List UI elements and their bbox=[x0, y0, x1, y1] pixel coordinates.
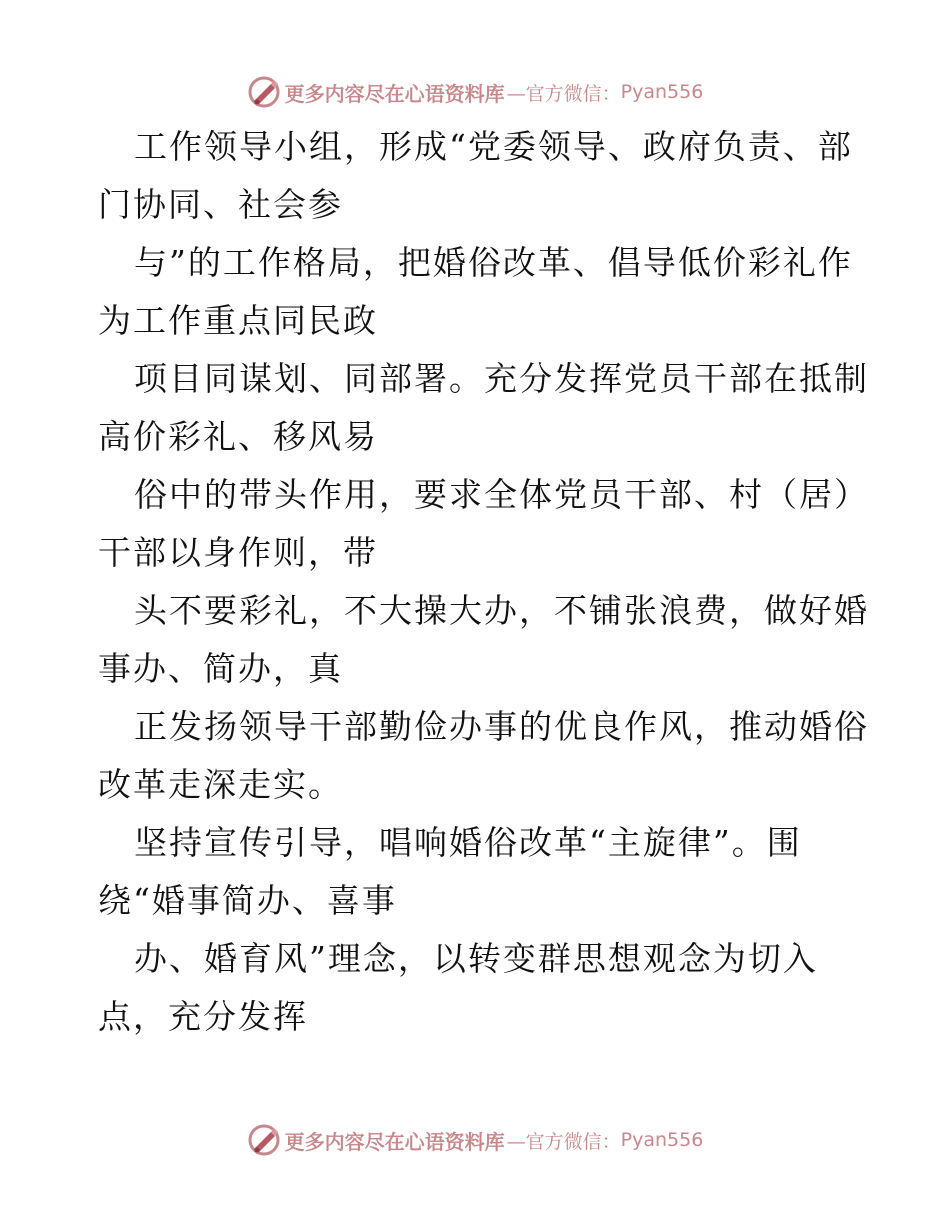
text-line: 干部以身作则，带 bbox=[98, 533, 378, 572]
text-line: 俗中的带头作用，要求全体党员干部、村（居） bbox=[134, 475, 869, 514]
text-line: 正发扬领导干部勤俭办事的优良作风，推动婚俗 bbox=[134, 707, 869, 746]
text-line: 点，充分发挥 bbox=[98, 997, 308, 1036]
text-line: 项目同谋划、同部署。充分发挥党员干部在抵制 bbox=[134, 359, 869, 398]
watermark-text: 更多内容尽在心语资料库 bbox=[284, 81, 505, 106]
watermark-id: Pyan556 bbox=[620, 1129, 704, 1151]
watermark-suffix: —官方微信： bbox=[506, 1130, 621, 1153]
text-line: 办、婚育风”理念，以转变群思想观念为切入 bbox=[134, 939, 818, 978]
watermark-suffix: —官方微信： bbox=[506, 82, 621, 105]
text-line: 绕“婚事简办、喜事 bbox=[98, 881, 397, 920]
footer-watermark bbox=[0, 1120, 950, 1160]
logo-icon bbox=[247, 1123, 281, 1157]
text-line: 事办、简办，真 bbox=[98, 649, 343, 688]
text-line: 门协同、社会参 bbox=[98, 185, 343, 224]
watermark-text: 更多内容尽在心语资料库 bbox=[284, 1129, 505, 1154]
logo-icon bbox=[247, 75, 281, 109]
text-line: 改革走深走实。 bbox=[98, 765, 343, 804]
text-line: 与”的工作格局，把婚俗改革、倡导低价彩礼作 bbox=[134, 243, 853, 282]
text-line: 高价彩礼、移风易 bbox=[98, 417, 378, 456]
text-line: 工作领导小组，形成“党委领导、政府负责、部 bbox=[134, 127, 853, 166]
text-line: 为工作重点同民政 bbox=[98, 301, 378, 340]
document-body bbox=[98, 118, 869, 1046]
text-line: 坚持宣传引导，唱响婚俗改革“主旋律”。围 bbox=[134, 823, 802, 862]
header-watermark bbox=[0, 72, 950, 112]
watermark-id: Pyan556 bbox=[620, 81, 704, 103]
text-line: 头不要彩礼，不大操大办，不铺张浪费，做好婚 bbox=[134, 591, 869, 630]
